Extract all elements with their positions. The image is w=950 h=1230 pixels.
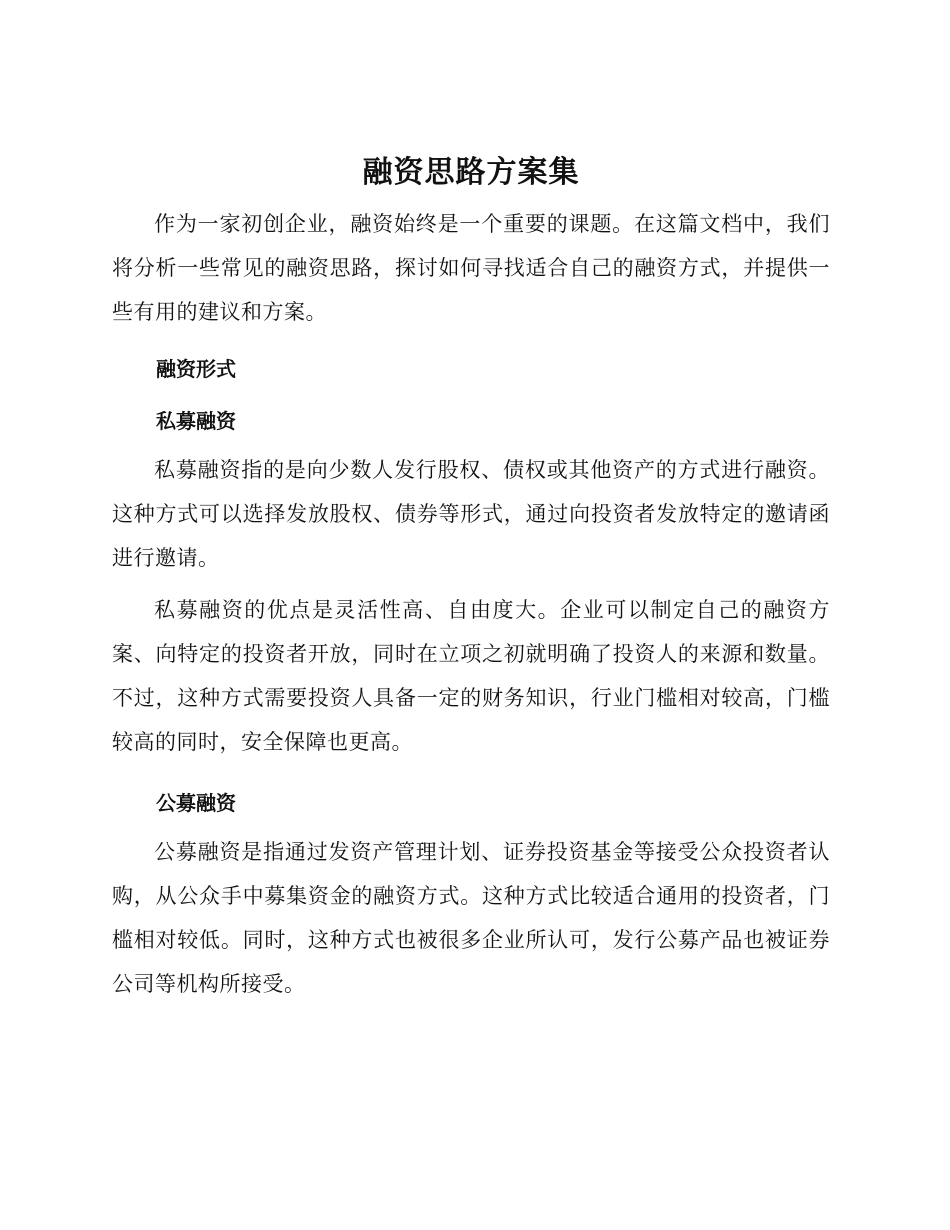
private-paragraph-1: 私募融资指的是向少数人发行股权、债权或其他资产的方式进行融资。这种方式可以选择发放股权、债券等形式，通过向投资者发放特定的邀请函进行邀请。 (112, 458, 830, 570)
subheading-public-offering: 公募融资 (156, 791, 236, 815)
intro-paragraph: 作为一家初创企业，融资始终是一个重要的课题。在这篇文档中，我们将分析一些常见的融资思路，探讨如何寻找适合自己的融资方式，并提供一些有用的建议和方案。 (112, 212, 830, 324)
section-heading-financing-forms: 融资形式 (156, 357, 236, 381)
public-paragraph-1: 公募融资是指通过发资产管理计划、证券投资基金等接受公众投资者认购，从公众手中募集资金的融资方式。这种方式比较适合通用的投资者，门槛相对较低。同时，这种方式也被很多企业所认可，发行公募产品也被证券公司等机构所接受。 (112, 840, 830, 996)
subheading-private-placement: 私募融资 (156, 409, 236, 433)
document-title: 融资思路方案集 (362, 155, 580, 190)
document-page (112, 150, 830, 1006)
private-paragraph-2: 私募融资的优点是灵活性高、自由度大。企业可以制定自己的融资方案、向特定的投资者开放，同时在立项之初就明确了投资人的来源和数量。不过，这种方式需要投资人具备一定的财务知识，行业门槛相对较高，门槛较高的同时，安全保障也更高。 (112, 598, 830, 754)
